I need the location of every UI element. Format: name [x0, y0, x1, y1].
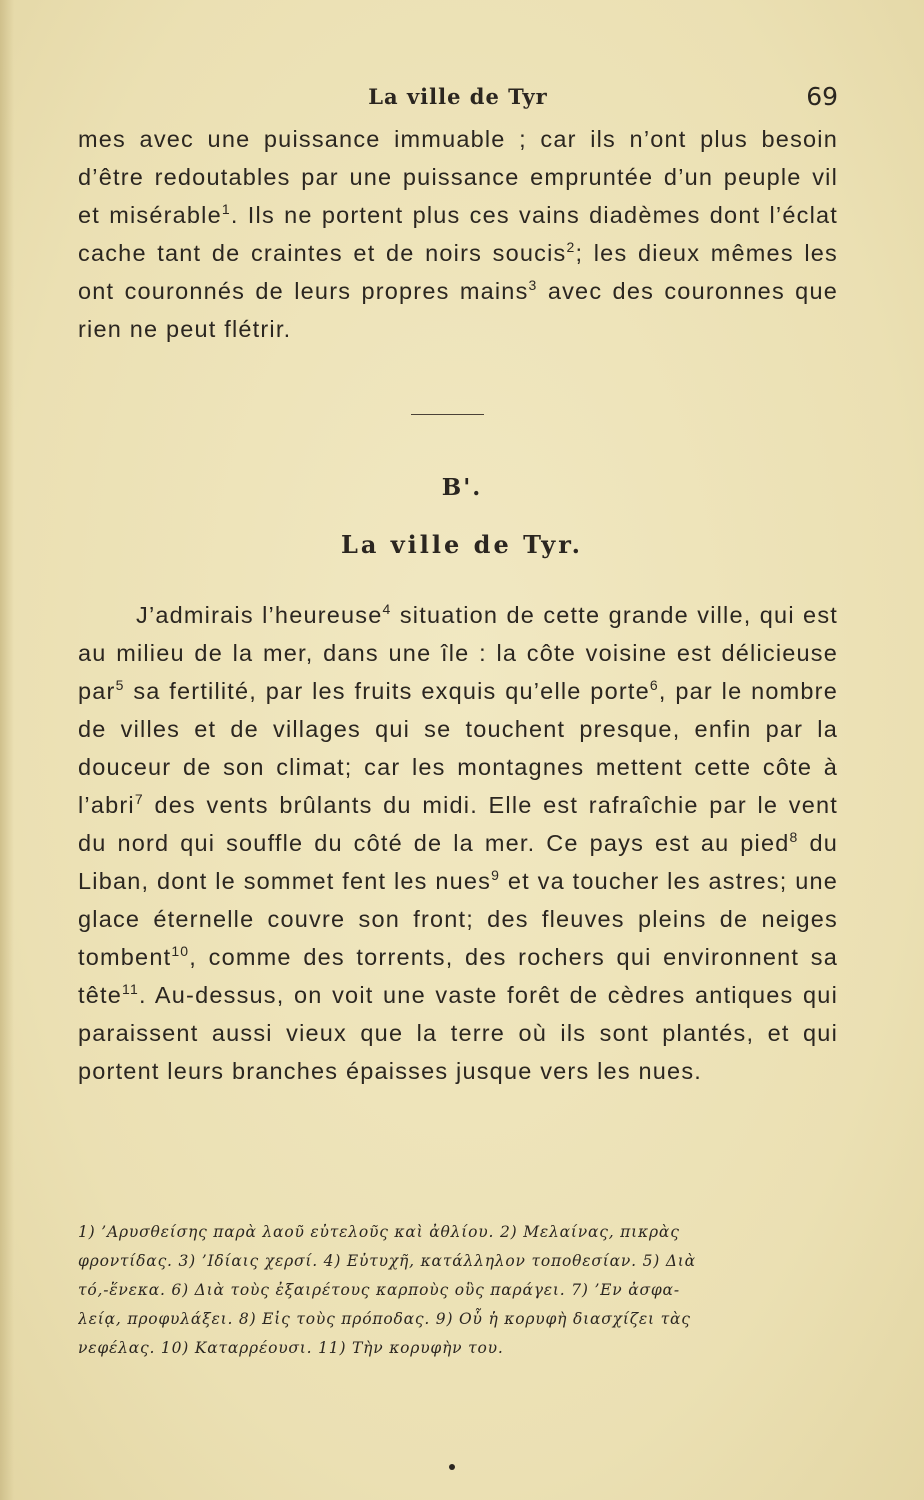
paragraph-main — [78, 596, 838, 1090]
footnotes — [78, 1218, 838, 1363]
text-segment: mes avec une puissance immuable ; car ils n’ont plus besoin d’être redoutables par une puissance empruntée d’un peuple vil et misérable — [78, 126, 838, 228]
footnote-ref: 5 — [115, 677, 125, 694]
bottom-dot-mark — [449, 1464, 455, 1470]
text-segment: , comme des torrents, des rochers qui environnent sa tête — [78, 944, 838, 1008]
text-segment: . Ils ne portent plus ces vains diadèmes dont l’éclat cache tant de craintes et de noirs soucis — [78, 202, 838, 266]
footnote-ref: 6 — [649, 677, 659, 694]
footnote-ref: 3 — [528, 277, 538, 294]
text-segment: . Au-dessus, on voit une vaste forêt de cèdres antiques qui paraissent aussi vieux que la terre où ils sont plantés, et qui portent leurs branches épaisses jusque vers les nues. — [78, 982, 838, 1084]
footnote-line: λείᾳ, προφυλάξει. 8) Εἰς τοὺς πρόποδας. 9) Οὗ ἡ κορυφὴ διασχίζει τὰς — [78, 1310, 691, 1328]
page-number: 69 — [806, 82, 838, 111]
paragraph-continuation — [78, 120, 838, 348]
footnote-line: φροντίδας. 3) ’Ιδίαις χερσί. 4) Εὐτυχῆ, κατάλληλον τοποθεσίαν. 5) Διὰ — [78, 1252, 696, 1270]
footnote-ref: 10 — [171, 943, 190, 960]
text-segment: du Liban, dont le sommet fent les nues — [78, 830, 838, 894]
footnote-line: τό,-ἕνεκα. 6) Διὰ τοὺς ἐξαιρέτους καρποὺς οὓς παράγει. 7) ’Εν ἀσφα- — [78, 1281, 680, 1299]
text-segment: , par le nombre de villes et de villages qui se touchent presque, enfin par la douceur de son climat; car les montagnes mettent cette côte à l’abri — [78, 678, 838, 818]
section-title: La ville de Tyr. — [340, 530, 584, 559]
section-divider — [411, 414, 484, 415]
spine-shadow — [0, 0, 14, 1500]
footnote-ref: 4 — [382, 601, 392, 618]
text-segment: des vents brûlants du midi. Elle est rafraîchie par le vent du nord qui souffle du côté de la mer. Ce pays est au pied — [78, 792, 838, 856]
text-segment: et va toucher les astres; une glace éternelle couvre son front; des fleuves pleins de neiges tombent — [78, 868, 838, 970]
text-segment: J’admirais l’heureuse — [136, 602, 383, 628]
text-segment: ; les dieux mêmes les ont couronnés de leurs propres mains — [78, 240, 838, 304]
footnote-ref: 11 — [122, 981, 139, 998]
running-title: La ville de Tyr — [368, 84, 548, 109]
section-mark: B'. — [441, 474, 483, 501]
footnote-line: νεφέλας. 10) Καταρρέουσι. 11) Τὴν κορυφὴν του. — [78, 1339, 504, 1357]
text-segment: situation de cette grande ville, qui est au milieu de la mer, dans une île : la côte voisine est délicieuse par — [78, 602, 839, 704]
footnote-ref: 9 — [491, 867, 501, 884]
text-segment: sa fertilité, par les fruits exquis qu’elle porte — [124, 678, 650, 704]
footnote-ref: 2 — [566, 239, 576, 256]
footnote-ref: 1 — [221, 201, 231, 218]
footnote-line: 1) ’Αρυσθείσης παρὰ λαοῦ εὐτελοῦς καὶ ἀθλίου. 2) Μελαίνας, πικρὰς — [78, 1223, 680, 1241]
text-segment: avec des couronnes que rien ne peut flétrir. — [78, 278, 838, 342]
footnote-ref: 7 — [134, 791, 144, 808]
footnote-ref: 8 — [789, 829, 799, 846]
running-head — [78, 78, 838, 118]
